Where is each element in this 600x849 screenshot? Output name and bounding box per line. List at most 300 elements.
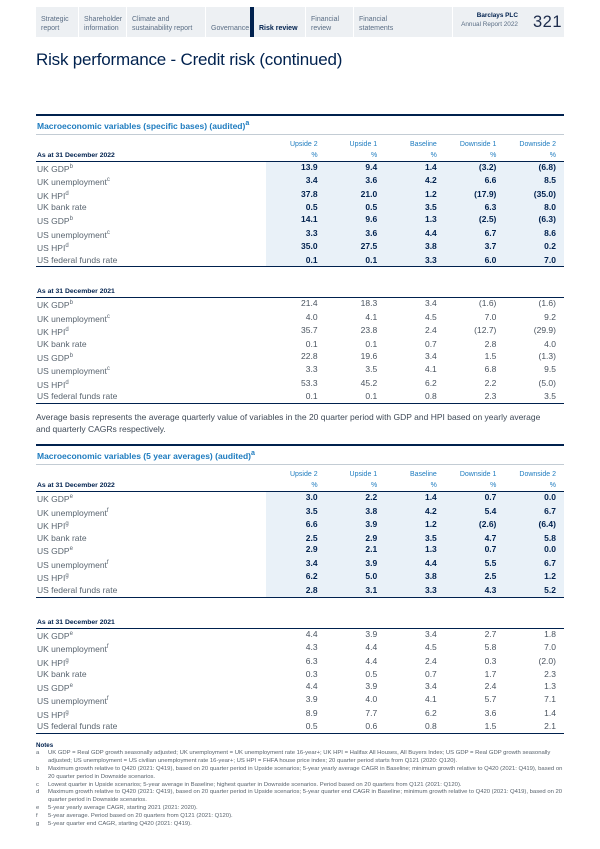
- table-title-note-ref: a: [251, 449, 255, 458]
- value-cell: 0.1: [266, 255, 326, 267]
- value-cell: (1.6): [538, 298, 556, 309]
- row-note-ref: b: [69, 163, 73, 170]
- table-row: [36, 162, 564, 176]
- value-cell: 2.8: [266, 585, 326, 597]
- note-text: 5-year average. Period based on 20 quarters from Q121 (2021: Q120).: [48, 812, 233, 819]
- unit-label: %: [490, 151, 497, 159]
- value-cell: 6.2: [266, 571, 326, 585]
- note-item: [36, 821, 564, 829]
- column-header: Downside 1: [459, 470, 497, 478]
- row-note-ref: f: [106, 644, 109, 651]
- value-cell: 0.7: [445, 492, 505, 506]
- row-label: [36, 175, 266, 189]
- header-nav: [36, 7, 564, 37]
- value-cell: 3.5: [385, 202, 445, 214]
- value-cell: 4.4: [305, 680, 318, 691]
- column-header: Downside 2: [519, 470, 556, 478]
- value-cell: 8.9: [305, 707, 318, 718]
- table-row: [36, 255, 564, 267]
- value-cell: 4.1: [424, 694, 437, 705]
- value-cell: 6.3: [305, 655, 318, 666]
- value-cell: 3.9: [326, 558, 386, 572]
- page-number: 321: [532, 12, 562, 31]
- note-item: [36, 766, 564, 782]
- brand-report: Annual Report 2022: [461, 20, 518, 28]
- table-row: [36, 571, 564, 585]
- table-row: [36, 241, 564, 255]
- table-row: [36, 519, 564, 533]
- table-row: [36, 228, 564, 242]
- note-text: 5-year quarter end CAGR, starting Q420 (2021: Q419).: [48, 820, 192, 827]
- row-note-ref: g: [65, 709, 69, 716]
- row-label: [36, 214, 266, 228]
- column-header: Downside 1: [459, 140, 497, 148]
- date-label: As at 31 December 2021: [37, 618, 115, 626]
- note-item: [36, 805, 564, 813]
- unit-label: %: [549, 151, 556, 159]
- value-cell: 6.6: [266, 519, 326, 533]
- value-cell: 3.4: [266, 175, 326, 189]
- value-cell: 1.3: [544, 680, 556, 691]
- value-cell: 2.3: [484, 391, 497, 402]
- date-label: As at 31 December 2021: [37, 288, 115, 296]
- row-label: [36, 298, 266, 312]
- date-header-row: [36, 150, 564, 162]
- row-note-ref: b: [69, 300, 73, 307]
- value-cell: 2.5: [266, 533, 326, 545]
- value-cell: 3.9: [326, 519, 386, 533]
- row-label: [36, 533, 266, 545]
- value-cell: 4.4: [385, 228, 445, 242]
- tab-label: Strategic report: [41, 15, 69, 32]
- value-cell: 9.2: [544, 311, 556, 322]
- row-label: [36, 255, 266, 267]
- row-label: [36, 642, 266, 656]
- table-row: [36, 391, 564, 403]
- unit-label: %: [311, 151, 318, 159]
- value-cell: 22.8: [301, 350, 318, 361]
- value-cell: 19.6: [360, 350, 378, 361]
- value-cell: 0.8: [424, 391, 437, 402]
- value-cell: 3.8: [385, 571, 445, 585]
- column-header: Baseline: [409, 470, 437, 478]
- value-cell: 0.0: [504, 492, 564, 506]
- row-label: [36, 391, 266, 403]
- date-header-row: [36, 286, 564, 298]
- row-label-text: UK GDP: [37, 163, 70, 174]
- row-label: [36, 325, 266, 339]
- value-cell: 37.8: [266, 189, 326, 203]
- value-cell: 7.7: [365, 707, 378, 718]
- value-cell: 2.1: [544, 721, 556, 732]
- row-label: [36, 519, 266, 533]
- value-cell: 13.9: [266, 162, 326, 176]
- value-cell: 4.5: [424, 311, 437, 322]
- page-title: Risk performance - Credit risk (continued): [36, 50, 343, 69]
- tab-governance[interactable]: [205, 7, 250, 37]
- row-label-text: UK GDP: [37, 300, 70, 311]
- value-cell: 4.0: [544, 339, 556, 350]
- value-cell: 7.0: [544, 642, 556, 653]
- table-row: [36, 721, 564, 733]
- row-label-text: US HPI: [37, 379, 66, 390]
- column-header: Baseline: [409, 140, 437, 148]
- row-note-ref: c: [106, 366, 110, 373]
- row-label: [36, 241, 266, 255]
- value-cell: 3.5: [365, 364, 378, 375]
- value-cell: 7.1: [544, 694, 556, 705]
- value-cell: 3.8: [385, 241, 445, 255]
- value-cell: 4.1: [424, 364, 437, 375]
- value-cell: 0.7: [424, 339, 437, 350]
- table-row: [36, 339, 564, 351]
- note-item: [36, 750, 564, 766]
- row-label: [36, 339, 266, 351]
- value-cell: 5.5: [445, 558, 505, 572]
- value-cell: 1.4: [385, 492, 445, 506]
- row-note-ref: d: [65, 243, 69, 250]
- row-label: [36, 162, 266, 176]
- note-item: [36, 813, 564, 821]
- table-row: [36, 681, 564, 695]
- row-label: [36, 571, 266, 585]
- table-row: [36, 364, 564, 378]
- column-header: Upside 1: [349, 140, 378, 148]
- row-label: [36, 189, 266, 203]
- row-label: [36, 364, 266, 378]
- value-cell: 1.2: [385, 189, 445, 203]
- row-label-text: UK bank rate: [37, 669, 87, 680]
- table-row: [36, 492, 564, 506]
- row-label: [36, 506, 266, 520]
- table-row: [36, 694, 564, 708]
- value-cell: 3.8: [326, 506, 386, 520]
- value-cell: 6.2: [424, 377, 437, 388]
- value-cell: 2.4: [424, 325, 437, 336]
- value-cell: (1.6): [478, 298, 497, 309]
- value-cell: 9.4: [326, 162, 386, 176]
- value-cell: 6.3: [445, 202, 505, 214]
- row-note-ref: g: [65, 521, 69, 528]
- value-cell: 4.4: [365, 642, 378, 653]
- row-label-text: US GDP: [37, 352, 70, 363]
- value-cell: 6.7: [504, 558, 564, 572]
- note-key: d: [36, 789, 40, 796]
- column-header: Upside 2: [289, 470, 318, 478]
- value-cell: 3.3: [266, 228, 326, 242]
- row-note-ref: e: [69, 630, 73, 637]
- table-row: [36, 312, 564, 326]
- table-row: [36, 669, 564, 681]
- value-cell: 0.0: [504, 544, 564, 558]
- row-label-text: US HPI: [37, 709, 66, 720]
- value-cell: 2.1: [326, 544, 386, 558]
- value-cell: 2.2: [484, 377, 497, 388]
- row-label: [36, 721, 266, 733]
- row-label: [36, 629, 266, 643]
- note-key: c: [36, 781, 39, 788]
- row-label: [36, 202, 266, 214]
- value-cell: 0.8: [424, 721, 437, 732]
- note-text: 5-year yearly average CAGR, starting 2021 (2021: 2020).: [48, 805, 198, 812]
- tab-label: Risk review: [259, 24, 298, 32]
- table-row: [36, 298, 564, 312]
- table-row: [36, 189, 564, 203]
- value-cell: 53.3: [301, 377, 318, 388]
- value-cell: 3.4: [424, 628, 437, 639]
- table-title-text: Macroeconomic variables (5 year averages) (audited): [37, 450, 252, 461]
- value-cell: 3.4: [424, 680, 437, 691]
- value-cell: 0.2: [504, 241, 564, 255]
- value-cell: (3.2): [445, 162, 505, 176]
- value-cell: (2.5): [445, 214, 505, 228]
- note-item: [36, 782, 564, 790]
- table-row: [36, 558, 564, 572]
- value-cell: 2.4: [484, 680, 497, 691]
- table-title: [36, 116, 564, 135]
- content-area: [36, 114, 564, 829]
- table-row: [36, 378, 564, 392]
- tab-financial-review[interactable]: [305, 7, 353, 37]
- row-label-text: US unemployment: [37, 366, 107, 377]
- value-cell: 0.7: [445, 544, 505, 558]
- value-cell: 3.9: [365, 680, 378, 691]
- column-header-row: [36, 465, 564, 480]
- value-cell: 5.2: [504, 585, 564, 597]
- row-label-text: UK HPI: [37, 657, 66, 668]
- value-cell: (12.7): [474, 325, 497, 336]
- value-cell: 1.7: [484, 669, 497, 680]
- value-cell: 0.5: [266, 202, 326, 214]
- table-row: [36, 175, 564, 189]
- value-cell: 4.3: [305, 642, 318, 653]
- row-label-text: US HPI: [37, 573, 66, 584]
- row-label-text: US GDP: [37, 546, 70, 557]
- row-note-ref: b: [69, 216, 73, 223]
- row-label-text: US federal funds rate: [37, 584, 118, 595]
- rows-group: [36, 298, 564, 404]
- row-label-text: UK bank rate: [37, 532, 87, 543]
- unit-label: %: [370, 481, 378, 489]
- note-item: [36, 789, 564, 805]
- table-row: [36, 506, 564, 520]
- value-cell: 6.7: [504, 506, 564, 520]
- value-cell: 4.4: [305, 628, 318, 639]
- note-text: Maximum growth relative to Q420 (2021: Q419), based on 20 quarter period in Upside scenarios; 5-year yearly average CAGR in Baseline; minimum growth relative to Q420 (2021: Q419), based on 20 quarter period in Downside scenarios.: [48, 765, 563, 780]
- value-cell: 3.3: [385, 255, 445, 267]
- table-specific-bases: [36, 114, 564, 404]
- value-cell: (1.3): [538, 350, 556, 361]
- row-note-ref: d: [65, 190, 69, 197]
- row-label-text: US HPI: [37, 243, 66, 254]
- value-cell: (6.8): [504, 162, 564, 176]
- value-cell: 7.0: [504, 255, 564, 267]
- value-cell: 2.9: [326, 533, 386, 545]
- value-cell: 5.8: [484, 642, 497, 653]
- value-cell: (29.9): [533, 325, 556, 336]
- row-note-ref: f: [106, 559, 109, 566]
- tab-shareholder-information[interactable]: [78, 7, 126, 37]
- value-cell: 35.0: [266, 241, 326, 255]
- table-5-year-averages: [36, 444, 564, 734]
- value-cell: 3.6: [326, 175, 386, 189]
- value-cell: 4.0: [305, 311, 318, 322]
- table-title: [36, 446, 564, 465]
- value-cell: 3.5: [544, 391, 556, 402]
- tab-label: Climate and sustainability report: [132, 15, 193, 32]
- note-text: Maximum growth relative to Q420 (2021: Q419), based on 20 quarter period in Upside scenarios; 5-year quarter end CAGR in Baseline; minimum growth relative to Q420 (2021: Q419), based on 20 quarter period in Downside scenarios.: [48, 789, 563, 804]
- notes-list: [36, 750, 564, 828]
- row-label-text: US unemployment: [37, 559, 107, 570]
- column-header-row: [36, 135, 564, 150]
- value-cell: 9.5: [544, 364, 556, 375]
- value-cell: 14.1: [266, 214, 326, 228]
- row-note-ref: b: [69, 352, 73, 359]
- value-cell: 1.2: [504, 571, 564, 585]
- row-label-text: UK HPI: [37, 190, 66, 201]
- value-cell: 3.7: [445, 241, 505, 255]
- value-cell: 3.4: [424, 298, 437, 309]
- row-label-text: UK GDP: [37, 493, 70, 504]
- value-cell: 2.9: [266, 544, 326, 558]
- value-cell: 3.1: [326, 585, 386, 597]
- row-label-text: UK unemployment: [37, 507, 107, 518]
- row-note-ref: g: [65, 657, 69, 664]
- value-cell: 5.4: [445, 506, 505, 520]
- row-label: [36, 228, 266, 242]
- brand-name: Barclays PLC: [476, 12, 518, 19]
- value-cell: 4.1: [365, 311, 378, 322]
- row-label-text: UK HPI: [37, 520, 66, 531]
- row-note-ref: c: [106, 177, 110, 184]
- unit-label: %: [370, 151, 378, 159]
- rows-group: [36, 629, 564, 735]
- value-cell: 6.0: [445, 255, 505, 267]
- tab-climate-and-sustainability-report[interactable]: [126, 7, 205, 37]
- value-cell: 0.1: [365, 391, 378, 402]
- row-label-text: UK unemployment: [37, 313, 107, 324]
- row-label-text: UK GDP: [37, 630, 70, 641]
- table-row: [36, 708, 564, 722]
- notes-heading: Notes: [36, 742, 54, 750]
- value-cell: 6.7: [445, 228, 505, 242]
- row-label-text: UK bank rate: [37, 339, 87, 350]
- date-header-row: [36, 617, 564, 629]
- value-cell: 4.2: [385, 175, 445, 189]
- row-note-ref: d: [65, 379, 69, 386]
- tab-label: Financial review: [311, 15, 340, 32]
- row-label: [36, 694, 266, 708]
- row-label: [36, 544, 266, 558]
- tab-label: Shareholder information: [84, 15, 123, 32]
- row-label-text: US federal funds rate: [37, 254, 118, 265]
- row-label: [36, 681, 266, 695]
- row-label: [36, 669, 266, 681]
- value-cell: 4.4: [365, 655, 378, 666]
- row-note-ref: f: [106, 696, 109, 703]
- value-cell: 3.9: [365, 628, 378, 639]
- unit-label: %: [549, 481, 556, 489]
- value-cell: 0.3: [305, 669, 318, 680]
- date-label: As at 31 December 2022: [37, 151, 115, 159]
- table-row: [36, 656, 564, 670]
- value-cell: 0.1: [326, 255, 386, 267]
- table-row: [36, 214, 564, 228]
- value-cell: 23.8: [360, 325, 378, 336]
- value-cell: (17.9): [445, 189, 505, 203]
- note-text: Lowest quarter in Upside scenarios; 5-year average in Baseline; highest quarter in Downside scenarios. Period based on 20 quarters from Q121 (2021: Q120).: [48, 781, 462, 788]
- value-cell: 27.5: [326, 241, 386, 255]
- value-cell: 0.7: [424, 669, 437, 680]
- tab-financial-statements[interactable]: [353, 7, 412, 37]
- row-label-text: US GDP: [37, 682, 70, 693]
- tab-strategic-report[interactable]: [36, 7, 78, 37]
- row-note-ref: g: [65, 573, 69, 580]
- value-cell: 1.8: [544, 628, 556, 639]
- value-cell: 4.2: [385, 506, 445, 520]
- table-row: [36, 585, 564, 597]
- value-cell: 1.5: [484, 721, 497, 732]
- date-label: As at 31 December 2022: [37, 481, 115, 489]
- value-cell: 3.6: [326, 228, 386, 242]
- note-key: g: [36, 820, 40, 827]
- rows-group: [36, 492, 564, 598]
- date-header-row: [36, 480, 564, 492]
- column-header-spacer: [36, 140, 266, 150]
- value-cell: 9.6: [326, 214, 386, 228]
- value-cell: 8.5: [504, 175, 564, 189]
- value-cell: (6.4): [504, 519, 564, 533]
- table-row: [36, 202, 564, 214]
- header-tabs: [36, 7, 412, 37]
- notes-section: [36, 742, 564, 828]
- value-cell: 6.8: [484, 364, 497, 375]
- value-cell: 4.7: [445, 533, 505, 545]
- row-label-text: US GDP: [37, 215, 70, 226]
- row-label-text: UK HPI: [37, 327, 66, 338]
- table-row: [36, 351, 564, 365]
- row-label: [36, 708, 266, 722]
- table-row: [36, 629, 564, 643]
- note-key: e: [36, 805, 40, 812]
- value-cell: 45.2: [360, 377, 378, 388]
- tab-risk-review[interactable]: [250, 7, 305, 37]
- value-cell: 21.0: [326, 189, 386, 203]
- value-cell: 1.5: [484, 350, 497, 361]
- row-label-text: US federal funds rate: [37, 721, 118, 732]
- row-note-ref: d: [65, 327, 69, 334]
- value-cell: 0.1: [305, 339, 318, 350]
- unit-label: %: [430, 481, 437, 489]
- row-label-text: US federal funds rate: [37, 391, 118, 402]
- row-label-text: UK unemployment: [37, 643, 107, 654]
- section-gap: [36, 267, 564, 286]
- value-cell: 4.3: [445, 585, 505, 597]
- value-cell: 0.5: [305, 721, 318, 732]
- value-cell: 4.0: [365, 694, 378, 705]
- value-cell: 5.0: [326, 571, 386, 585]
- value-cell: (2.6): [445, 519, 505, 533]
- note-key: a: [36, 750, 40, 757]
- value-cell: 2.4: [424, 655, 437, 666]
- value-cell: 0.1: [305, 391, 318, 402]
- value-cell: 5.7: [484, 694, 497, 705]
- value-cell: (6.3): [504, 214, 564, 228]
- value-cell: 3.4: [266, 558, 326, 572]
- value-cell: 3.6: [484, 707, 497, 718]
- value-cell: 1.3: [385, 544, 445, 558]
- value-cell: 4.5: [424, 642, 437, 653]
